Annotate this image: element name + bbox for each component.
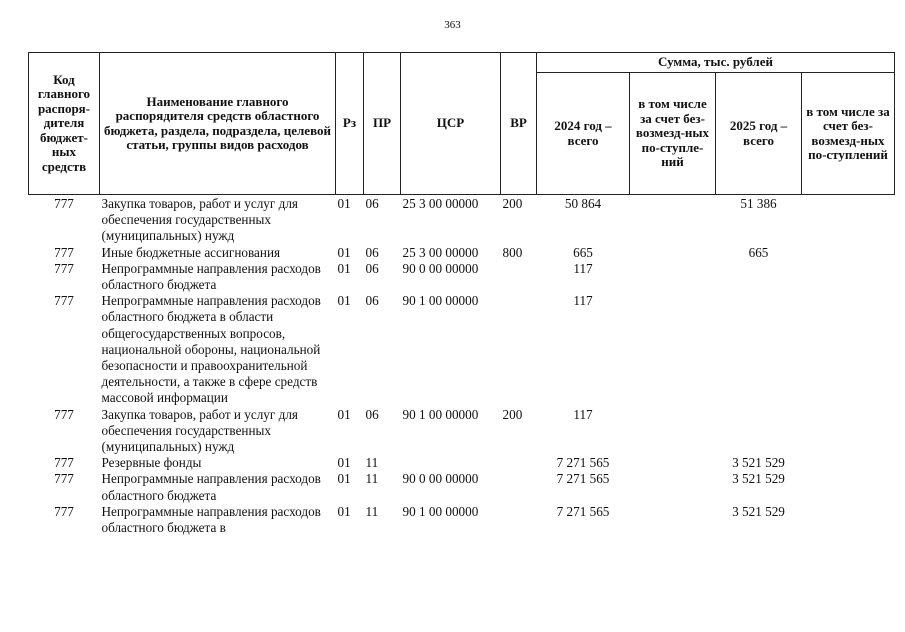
row-rz: 01 — [337, 293, 351, 309]
row-2024-total: 50 864 — [564, 196, 602, 211]
row-csr: 90 1 00 00000 — [402, 503, 479, 519]
row-2025-total — [716, 261, 802, 293]
row-pr: 06 — [365, 293, 379, 309]
row-vr: 800 — [502, 244, 523, 260]
header-csr: ЦСР — [401, 53, 501, 195]
row-2024-incl — [630, 455, 716, 471]
row-2025-incl — [802, 195, 895, 245]
row-2025-incl — [802, 407, 895, 456]
header-2024-total: 2024 год – всего — [537, 73, 630, 195]
row-csr: 90 1 00 00000 — [402, 293, 479, 309]
row-csr: 90 1 00 00000 — [402, 406, 479, 422]
row-vr — [501, 455, 537, 471]
row-rz: 01 — [337, 503, 351, 519]
row-2025-incl — [802, 471, 895, 503]
row-vr — [501, 504, 537, 536]
row-name: Закупка товаров, работ и услуг для обеспечения государственных (муниципальных) нужд — [101, 406, 298, 455]
row-rz: 01 — [337, 196, 351, 211]
row-pr: 06 — [365, 260, 379, 276]
header-rz: Рз — [336, 53, 364, 195]
row-2024-incl — [630, 245, 716, 261]
table-row — [29, 195, 895, 245]
table-row — [29, 455, 895, 471]
row-name: Непрограммные направления расходов областного бюджета в области общегосударственных вопросов, национальной обороны, национальной безопасности и правоохранительной деятельности, а также в сфере средств массовой информации — [101, 293, 321, 406]
row-2025-total: 3 521 529 — [732, 471, 785, 487]
budget-table — [28, 52, 895, 536]
row-name: Непрограммные направления расходов областного бюджета — [101, 471, 321, 503]
row-code: 777 — [54, 471, 74, 487]
row-vr — [501, 261, 537, 293]
row-vr — [501, 293, 537, 406]
header-2025-total: 2025 год – всего — [716, 73, 802, 195]
row-2024-incl — [630, 407, 716, 456]
table-row — [29, 245, 895, 261]
header-pr: ПР — [364, 53, 401, 195]
row-2024-total: 7 271 565 — [556, 471, 610, 487]
row-2024-total: 7 271 565 — [556, 503, 610, 519]
row-csr: 25 3 00 00000 — [402, 196, 479, 211]
row-code: 777 — [54, 503, 74, 519]
table-row — [29, 407, 895, 456]
row-2024-incl — [630, 504, 716, 536]
row-pr: 06 — [365, 244, 379, 260]
header-sum: Сумма, тыс. рублей — [537, 53, 895, 73]
table-row — [29, 504, 895, 536]
header-2024-incl: в том числе за счет без-возмезд-ных по-ступле-ний — [630, 73, 716, 195]
row-rz: 01 — [337, 455, 351, 471]
row-csr: 90 0 00 00000 — [402, 260, 479, 276]
row-2024-incl — [630, 293, 716, 406]
header-name: Наименование главного распорядителя средств областного бюджета, раздела, подраздела, целевой статьи, группы видов расходов — [100, 53, 336, 195]
row-pr: 06 — [365, 196, 379, 211]
row-rz: 01 — [337, 471, 351, 487]
row-csr — [401, 455, 501, 471]
header-vr: ВР — [501, 53, 537, 195]
row-2025-incl — [802, 504, 895, 536]
row-2025-total: 51 386 — [740, 196, 777, 211]
row-2024-incl — [630, 195, 716, 245]
row-code: 777 — [54, 406, 74, 422]
row-pr: 11 — [365, 471, 379, 487]
row-name: Непрограммные направления расходов областного бюджета — [101, 260, 321, 293]
row-2025-incl — [802, 245, 895, 261]
row-rz: 01 — [337, 406, 351, 422]
row-rz: 01 — [337, 260, 351, 276]
row-2024-total: 117 — [573, 406, 593, 422]
row-code: 777 — [54, 455, 74, 471]
row-code: 777 — [54, 196, 74, 211]
row-2025-incl — [802, 261, 895, 293]
row-pr: 06 — [365, 406, 379, 422]
row-name: Непрограммные направления расходов областного бюджета в — [101, 503, 321, 536]
row-2024-total: 117 — [573, 260, 593, 276]
row-name: Резервные фонды — [101, 455, 202, 471]
row-csr: 90 0 00 00000 — [402, 471, 479, 487]
row-2025-total: 3 521 529 — [732, 455, 785, 471]
row-2024-total: 117 — [573, 293, 593, 309]
row-csr: 25 3 00 00000 — [402, 244, 479, 260]
row-2024-total: 7 271 565 — [556, 455, 610, 471]
row-code: 777 — [54, 244, 74, 260]
page-number: 363 — [444, 19, 461, 31]
table-row — [29, 471, 895, 503]
row-2025-total — [716, 407, 802, 456]
row-2024-total: 665 — [573, 244, 593, 260]
row-name: Иные бюджетные ассигнования — [101, 244, 281, 260]
table-row — [29, 261, 895, 293]
table-body — [29, 195, 895, 537]
row-vr: 200 — [502, 406, 523, 422]
row-code: 777 — [54, 293, 74, 309]
row-2025-incl — [802, 455, 895, 471]
row-pr: 11 — [365, 503, 379, 519]
row-code: 777 — [54, 260, 74, 276]
row-2025-total: 665 — [748, 244, 769, 260]
row-rz: 01 — [337, 244, 351, 260]
row-pr: 11 — [365, 455, 379, 471]
table-row — [29, 293, 895, 406]
row-vr — [501, 471, 537, 503]
row-vr: 200 — [502, 196, 523, 211]
table-header — [29, 53, 895, 195]
row-2025-incl — [802, 293, 895, 406]
row-name: Закупка товаров, работ и услуг для обеспечения государственных (муниципальных) нужд — [101, 196, 298, 244]
header-2025-incl: в том числе за счет без-возмезд-ных по-ступлений — [802, 73, 895, 195]
header-code: Код главного распоря-дителя бюджет-ных средств — [29, 53, 100, 195]
row-2024-incl — [630, 471, 716, 503]
row-2025-total: 3 521 529 — [732, 503, 785, 519]
row-2025-total — [716, 293, 802, 406]
row-2024-incl — [630, 261, 716, 293]
